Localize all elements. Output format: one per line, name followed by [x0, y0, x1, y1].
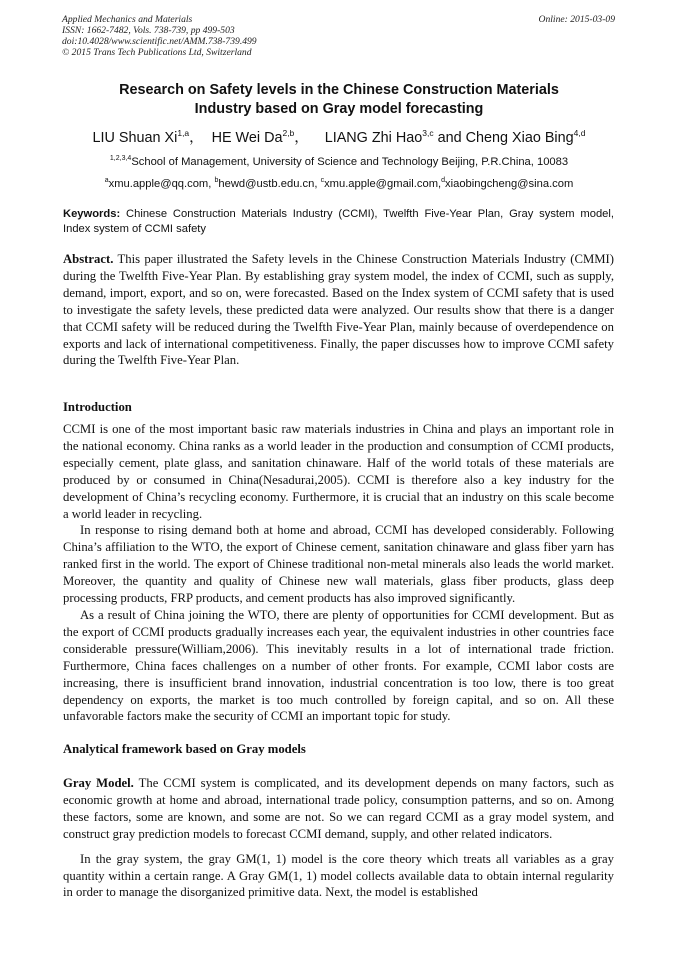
affiliation [20, 151, 658, 170]
keywords [63, 207, 614, 237]
copyright-line: © 2015 Trans Tech Publications Ltd, Switzerland [62, 47, 252, 58]
email-link[interactable]: xiaobingcheng@sina.com [445, 178, 574, 190]
introduction-body [63, 421, 614, 725]
subsection-runin-heading: Gray Model. [63, 776, 134, 790]
author-separator: ， [294, 130, 325, 146]
author-2-affil: 2,b [282, 128, 295, 138]
email-list [20, 173, 658, 192]
author-1-affil: 1,a [177, 128, 190, 138]
abstract-text: This paper illustrated the Safety levels in the Chinese Construction Materials Industry (CMMI) during the Twelfth Five-Year Plan. By establishing gray system model, the index of CCMI, such as supply, demand, import, export, and so on, were forecasted. Based on the Index system of CCMI safety that is used to investigate the safety levels, these predicted data were analyzed. Our results show that there is a danger that CCMI safety will be reduced during the Twelfth Five-Year Plan, mainly because of overdependence on exports and lack of international competitiveness. Finally, the paper discusses how to improve CCMI safety during the Twelfth Five-Year Plan. [63, 252, 614, 368]
journal-name: Applied Mechanics and Materials [62, 14, 193, 25]
abstract [63, 251, 614, 369]
email-marker: c [320, 177, 325, 184]
keywords-label: Keywords: [63, 208, 121, 220]
paragraph: As a result of China joining the WTO, there are plenty of opportunities for CCMI development. But as the export of CCMI products gradually increases each year, the equivalent industries in other countries face considerable pressure(William,2006). This inevitably results in a lot of international trade friction. Furthermore, China faces challenges on a number of other fronts. For example, CCMI labor costs are increasing, there is insufficient brand innovation, industrial concentration is too low, there is too great dependency on exports, the market is too much controlled by foreign capital, and so on. All these unfavorable factors make the security of CCMI an important topic for study. [63, 607, 614, 724]
paragraph: In response to rising demand both at home and abroad, CCMI has developed considerably. Following China’s affiliation to the WTO, the export of Chinese cement, sanitation chinaware and glass fiber yarn has ranked first in the world. The export of Chinese traditional non-metal minerals also leads the world market. Moreover, the quantity and quality of Chinese new wall materials, glass fiber products, glass deep processing products, FRP products, and cement products has also improved significantly. [63, 523, 614, 606]
paper-title [40, 81, 638, 119]
author-separator: ， [189, 130, 212, 146]
affiliation-marker: 1,2,3,4 [109, 155, 132, 162]
email-link[interactable]: hewd@ustb.edu.cn, [218, 178, 321, 190]
online-date: Online: 2015-03-09 [538, 14, 615, 25]
paragraph: CCMI is one of the most important basic raw materials industries in China and plays an important role in the national economy. China ranks as a world leader in the production and consumption of CCMI products, especially cement, plate glass, and sanitation chinaware. Half of the world totals of these materials are produced by or consumed in China(Nesadurai,2005). CCMI is therefore also a key industry for the development of China’s recycling economy. Furthermore, it is crucial that an industry on this scale become a world leader in recycling. [63, 422, 614, 521]
email-marker: a [104, 177, 109, 184]
publication-header [62, 14, 615, 58]
paragraph: In the gray system, the gray GM(1, 1) model is the core theory which treats all variables as a gray quantity within a certain range. A Gray GM(1, 1) model collects available data to obtain internal regularity in order to manage the disorganized primitive data. Next, the model is established [63, 851, 614, 900]
author-3-affil: 3,c [422, 128, 434, 138]
author-2: HE Wei Da [211, 130, 283, 146]
author-3: LIANG Zhi Hao [324, 130, 423, 146]
paragraph: The CCMI system is complicated, and its development depends on many factors, such as economic growth at home and abroad, international trade policy, consumption patterns, and so on. Among these factors, some are known, and some are not. So we can regard CCMI as a gray model system, and construct gray prediction models to forecast CCMI demand, supply, and other related indicators. [63, 776, 614, 841]
email-link[interactable]: xmu.apple@gmail.com, [324, 178, 442, 190]
email-marker: b [214, 177, 219, 184]
author-4: Cheng Xiao Bing [465, 130, 574, 146]
author-4-affil: 4,d [573, 128, 586, 138]
author-conjunction: and [433, 130, 466, 146]
author-list [20, 124, 658, 147]
author-1: LIU Shuan Xi [92, 130, 178, 146]
issn-volume: ISSN: 1662-7482, Vols. 738-739, pp 499-503 [62, 25, 235, 36]
title-line-1: Research on Safety levels in the Chinese Construction Materials [119, 82, 559, 98]
section-heading-framework: Analytical framework based on Gray models [63, 742, 306, 756]
email-marker: d [441, 177, 446, 184]
framework-body [63, 775, 614, 901]
section-heading-introduction: Introduction [63, 400, 132, 414]
affiliation-text: School of Management, University of Science and Technology Beijing, P.R.China, 10083 [131, 156, 569, 168]
title-line-2: Industry based on Gray model forecasting [194, 101, 484, 117]
keywords-text: Chinese Construction Materials Industry (CCMI), Twelfth Five-Year Plan, Gray system model, Index system of CCMI safety [63, 208, 614, 235]
abstract-label: Abstract. [63, 252, 114, 266]
doi-link[interactable]: doi:10.4028/www.scientific.net/AMM.738-739.499 [62, 36, 257, 47]
email-link[interactable]: xmu.apple@qq.com, [108, 178, 215, 190]
